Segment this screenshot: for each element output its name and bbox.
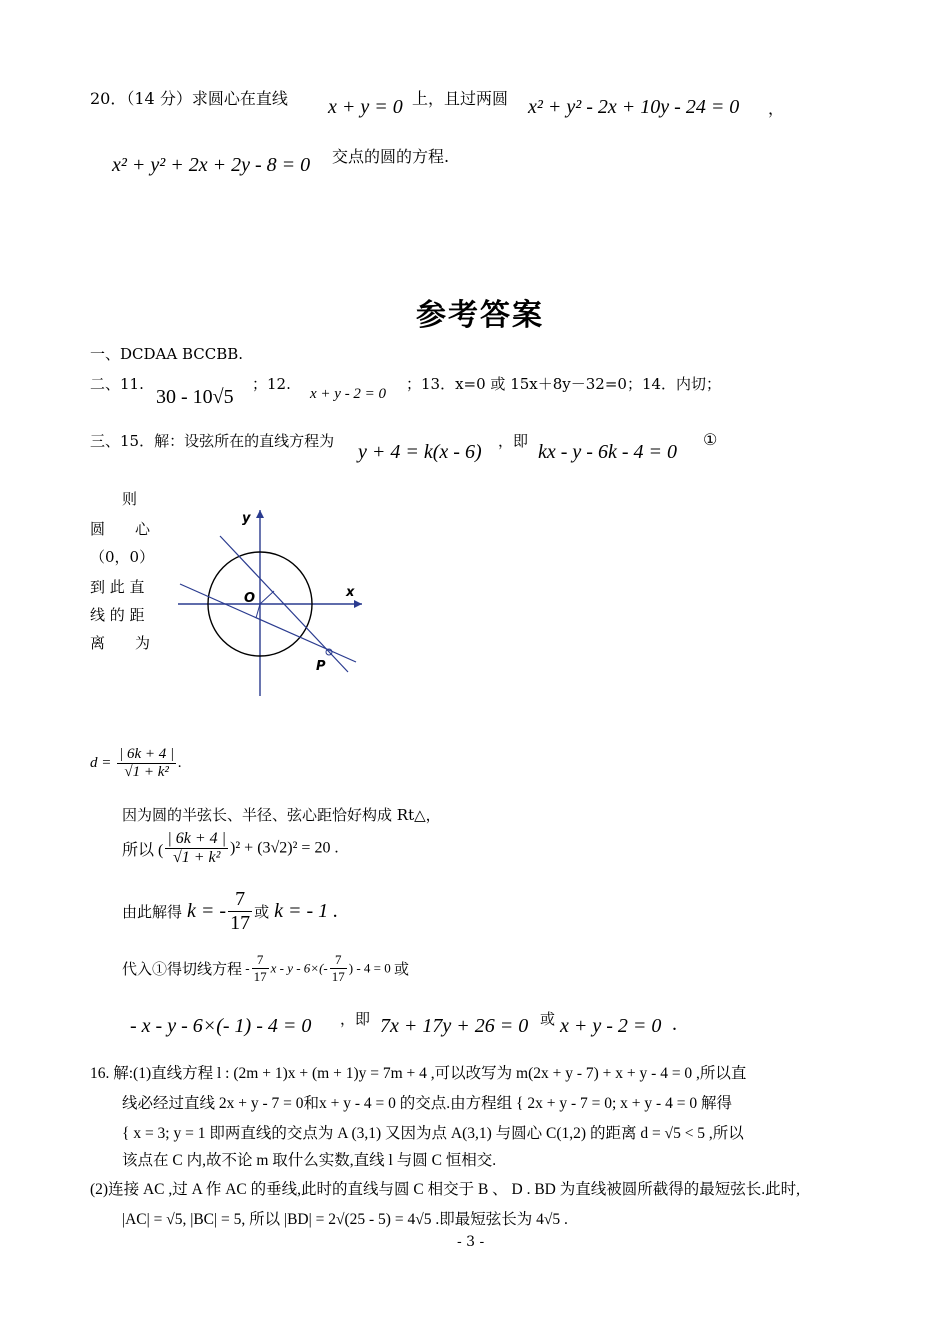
suoyi-fraction — [165, 830, 228, 867]
suoyi-line — [122, 830, 338, 867]
q20-line1 — [90, 86, 288, 109]
q20-circle1: x² + y² - 2x + 10y - 24 = 0 — [528, 96, 740, 118]
part3-circled-one: ① — [703, 430, 718, 449]
point-p-label: P — [316, 659, 326, 674]
part3-eq2: kx - y - 6k - 4 = 0 — [538, 441, 677, 463]
subst-fraction-1 — [252, 952, 269, 985]
solve-or: 或 — [254, 905, 270, 921]
subst-den-2: 17 — [331, 969, 345, 984]
y-axis-label: y — [242, 511, 251, 526]
answer-title: 参考答案 — [416, 298, 544, 333]
solve-line — [122, 888, 338, 935]
part2-sep1: ；12. — [252, 375, 291, 393]
tangent-or: 或 — [540, 1010, 556, 1028]
distance-fraction — [117, 746, 176, 781]
side-text-2: 圆 心 — [90, 520, 151, 538]
side-text-5: 线 的 距 — [90, 606, 145, 624]
part3-eq1: y + 4 = k(x - 6) — [358, 441, 482, 463]
q20-tail: 交点的圆的方程. — [332, 147, 450, 166]
q16-line-1: 16. 解:(1)直线方程 l : (2m + 1)x + (m + 1)y = 7m + 4 ,可以改写为 m(2x + y - 7) + x + y - 4 = 0 ,所以直 — [90, 1065, 747, 1082]
q16-line-5: (2)连接 AC ,过 A 作 AC 的垂线,此时的直线与圆 C 相交于 B 、 D . BD 为直线被圆所截得的最短弦长.此时, — [90, 1181, 801, 1198]
substitution-line — [122, 952, 409, 985]
q20-line-eq: x + y = 0 — [328, 96, 403, 118]
suoyi-numerator: | 6k + 4 | — [167, 830, 227, 847]
tangent-ji: ，即 — [340, 1010, 371, 1028]
side-text-3: （0，0） — [90, 548, 155, 566]
origin-label: O — [244, 591, 256, 606]
x-arrow-icon — [354, 600, 362, 608]
subst-den-1: 17 — [253, 969, 267, 984]
distance-formula — [90, 746, 182, 781]
part3-lead: 三、15．解：设弦所在的直线方程为 — [90, 432, 335, 450]
page-number: - 3 - — [457, 1234, 485, 1250]
distance-end: . — [178, 755, 182, 771]
solve-k1: k = - — [187, 900, 227, 922]
rt-triangle-line: 因为圆的半弦长、半径、弦心距恰好构成 Rt△， — [122, 806, 441, 824]
q20-circle2: x² + y² + 2x + 2y - 8 = 0 — [112, 154, 311, 176]
q20-number: 20． — [90, 89, 127, 108]
tangent-eq-2: 7x + 17y + 26 = 0 — [380, 1015, 529, 1037]
q16-line-2: 线必经过直线 2x + y - 7 = 0和x + y - 4 = 0 的交点.由方程组 { 2x + y - 7 = 0; x + y - 4 = 0 解得 — [122, 1095, 732, 1112]
subst-lead: 代入①得切线方程 — [122, 962, 243, 978]
subst-post: ) - 4 = 0 — [348, 960, 391, 976]
solve-numerator: 7 — [228, 888, 252, 912]
part1-answers: 一、DCDAA BCCBB. — [90, 345, 244, 363]
part3-ji: ，即 — [498, 432, 529, 450]
subst-fraction-2 — [330, 952, 347, 985]
y-arrow-icon — [256, 510, 264, 518]
answer-11: 30 - 10√5 — [156, 386, 234, 408]
perpendicular-1 — [260, 591, 274, 604]
side-text-4: 到 此 直 — [90, 578, 145, 596]
answer-12: x + y - 2 = 0 — [310, 386, 387, 402]
solve-k2: k = - 1 . — [274, 900, 339, 922]
subst-num-1: 7 — [252, 952, 269, 969]
part2-sep2: ；13．x=0 或 15x＋8y－32=0；14．内切； — [406, 375, 722, 393]
tangent-end: . — [672, 1013, 677, 1035]
solve-lead: 由此解得 — [122, 905, 183, 921]
distance-lhs: d = — [90, 755, 112, 771]
tangent-eq-3: x + y - 2 = 0 — [560, 1015, 662, 1037]
subst-num-2: 7 — [330, 952, 347, 969]
suoyi-rest: )² + (3√2)² = 20 . — [230, 839, 339, 857]
suoyi-lead: 所以 ( — [122, 842, 164, 859]
subst-mid: x - y - 6×(- — [270, 960, 328, 976]
q20-score: （14 分）求圆心在直线 — [126, 89, 288, 108]
tangent-eq-1: - x - y - 6×(- 1) - 4 = 0 — [130, 1015, 312, 1037]
side-text-1: 则 — [122, 490, 138, 508]
side-text-6: 离 为 — [90, 634, 151, 652]
distance-denominator: √1 + k² — [124, 764, 169, 780]
q20-mid: 上，且过两圆 — [412, 89, 509, 108]
solve-fraction — [228, 888, 252, 935]
suoyi-denominator: √1 + k² — [172, 849, 221, 866]
q16-line-4: 该点在 C 内,故不论 m 取什么实数,直线 l 与圆 C 恒相交. — [122, 1152, 497, 1169]
q16-line-6: |AC| = √5, |BC| = 5, 所以 |BD| = 2√(25 - 5) = 4√5 .即最短弦长为 4√5 . — [122, 1211, 568, 1228]
circle-figure — [170, 500, 370, 700]
solve-denominator: 17 — [230, 912, 251, 934]
q16-line-3: { x = 3; y = 1 即两直线的交点为 A (3,1) 又因为点 A(3,1) 与圆心 C(1,2) 的距离 d = √5 < 5 ,所以 — [122, 1125, 744, 1142]
distance-numerator: | 6k + 4 | — [119, 746, 175, 762]
part2-lead: 二、11. — [90, 375, 144, 393]
q20-comma: ， — [768, 99, 785, 118]
subst-pre: - — [245, 960, 250, 976]
x-axis-label: x — [346, 585, 355, 600]
tangent-line-2 — [180, 584, 356, 662]
subst-or: 或 — [394, 962, 410, 978]
